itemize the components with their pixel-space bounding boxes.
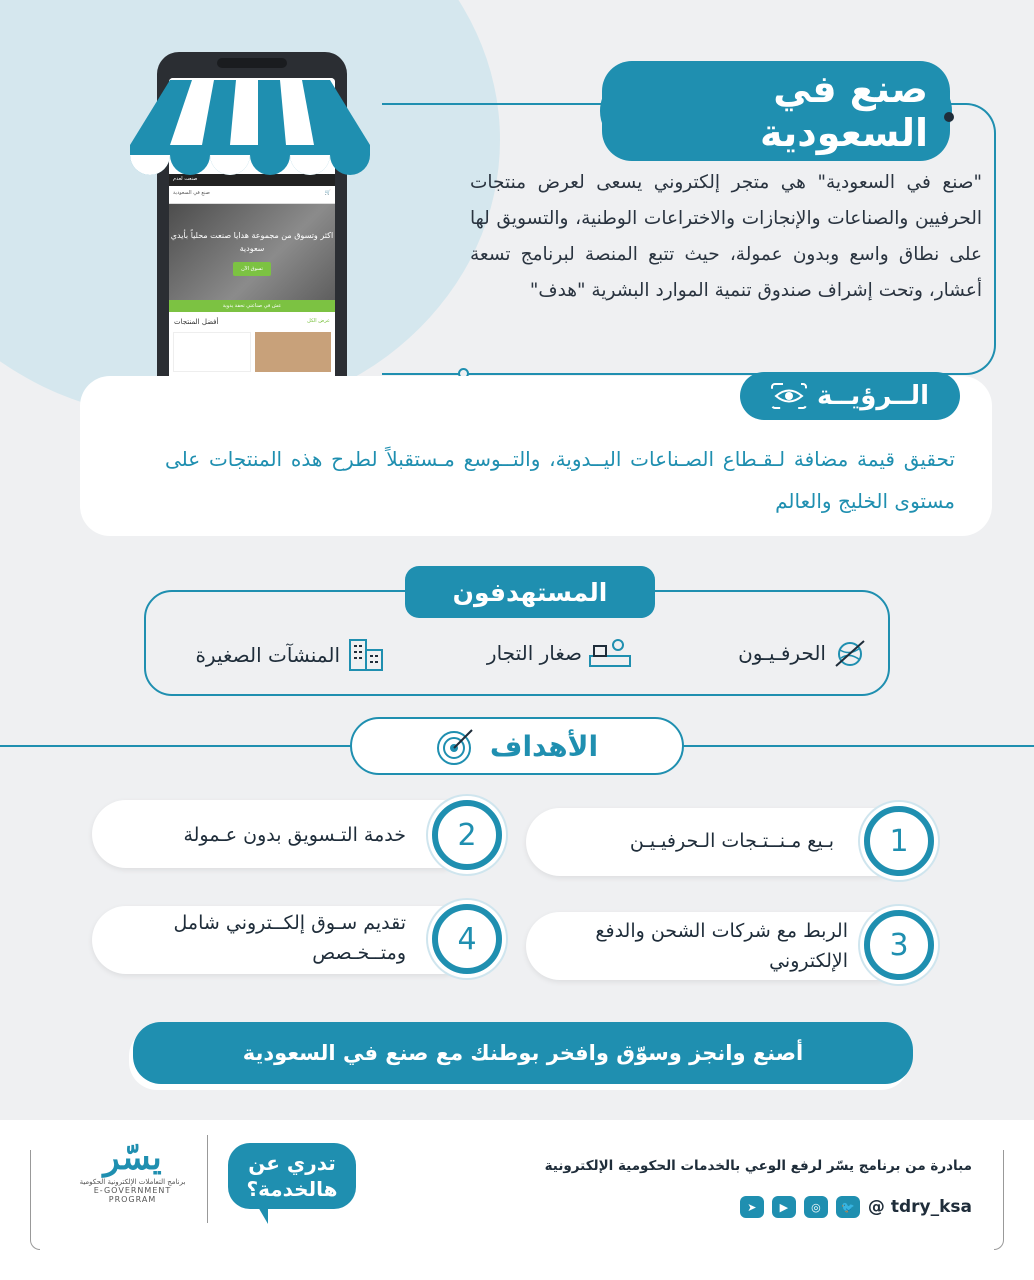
footer-corner-left	[30, 1150, 40, 1250]
screen-products	[169, 332, 335, 372]
goal-number-1: 1	[864, 806, 934, 876]
trader-icon	[588, 638, 632, 668]
yarn-icon	[832, 638, 868, 668]
yesser-logo	[70, 1138, 195, 1204]
footer-divider	[207, 1135, 208, 1223]
vision-text: تحقيق قيمة مضافة لـقـطاع الصـناعات اليــدوية، والتــوسع مـستقبلاً لطرح هذه المنتجات على مستوى الخليج والعالم	[165, 447, 955, 513]
telegram-icon[interactable]: ➤	[740, 1196, 764, 1218]
beneficiary-small-traders: صغار التجار	[487, 638, 632, 668]
bubble-tail	[254, 1200, 268, 1224]
beneficiary-artisans: الحرفـيـون	[738, 638, 868, 668]
screen-hero-button[interactable]: تسوق الآن	[233, 262, 271, 276]
goal-number-4: 4	[432, 904, 502, 974]
screen-section	[169, 312, 335, 332]
goal-number-3: 3	[864, 910, 934, 980]
yesser-sub-ar: برنامج التعاملات الإلكترونية الحكومية	[79, 1178, 186, 1186]
goal-text-4: تقديم سـوق إلكــتروني شامل ومتــخـصص	[173, 912, 406, 964]
tdry-speech-bubble: تدري عن هالخدمة؟	[228, 1143, 356, 1209]
intro-text: "صنع في السعودية" هي متجر إلكتروني يسعى لعرض منتجات الحرفيين والصناعات والإنجازات والاختراعات الوطنية، والتسويق لها على نطاق واسع وبدون عمولة، حيث تتبع المنصة لبرنامج تسعة أعشار، وتحت إشراف صندوق تنمية الموارد البشرية "هدف"	[470, 172, 982, 301]
store-awning-icon	[130, 80, 370, 185]
screen-top-bar: صنعت لعدم	[169, 174, 335, 186]
product-image[interactable]	[255, 332, 331, 372]
beneficiary-small-businesses: المنشآت الصغيرة	[195, 638, 386, 672]
goal-text-3: الربط مع شركات الشحن والدفع الإلكتروني	[595, 920, 848, 972]
page-title: صنع في السعودية	[600, 75, 952, 147]
instagram-icon[interactable]: ◎	[804, 1196, 828, 1218]
initiative-text: مبادرة من برنامج يسّر لرفع الوعي بالخدمات الحكومية الإلكترونية	[544, 1158, 972, 1174]
screen-hero	[169, 204, 335, 300]
building-icon	[346, 638, 386, 672]
target-icon	[436, 726, 476, 766]
screen-hero-text: اكثر وتسوق من مجموعة هدايا صنعت محلياً بأيدي سعودية	[170, 231, 334, 253]
goal-number-2: 2	[432, 800, 502, 870]
youtube-icon[interactable]: ▶	[772, 1196, 796, 1218]
goal-text-1: بـيع مـنــتـجات الـحرفيـيـن	[629, 830, 834, 852]
screen-nav	[169, 186, 335, 204]
vision-label: الــرؤيــة	[816, 381, 930, 411]
screen-brand: صنع في السعودية	[173, 190, 210, 196]
yesser-logo-mark: يسّر	[103, 1138, 162, 1178]
social-handle-row	[740, 1196, 972, 1218]
goals-header: الأهداف	[350, 717, 684, 775]
phone-notch	[217, 58, 287, 68]
vision-header	[740, 372, 960, 420]
screen-section-title: أفضل المنتجات	[174, 318, 219, 326]
footer-corner-right	[994, 1150, 1004, 1250]
product-image[interactable]	[173, 332, 251, 372]
beneficiaries-header: المستهدفون	[405, 566, 655, 618]
eye-icon	[771, 383, 807, 409]
title-dot	[944, 112, 954, 122]
cart-icon: 🛒	[324, 190, 331, 196]
goal-text-2: خدمة التـسويق بدون عـمولة	[183, 824, 406, 846]
social-handle[interactable]: tdry_ksa @	[867, 1197, 972, 1217]
screen-green-bar: عش في صناعتي تحفة يدوية	[169, 300, 335, 312]
twitter-icon[interactable]: 🐦	[836, 1196, 860, 1218]
slogan-banner: أصنع وانجز وسوّق وافخر بوطنك مع صنع في السعودية	[133, 1022, 913, 1084]
yesser-sub-en: E-GOVERNMENT PROGRAM	[93, 1186, 172, 1204]
screen-section-link[interactable]: عرض الكل	[307, 318, 330, 324]
